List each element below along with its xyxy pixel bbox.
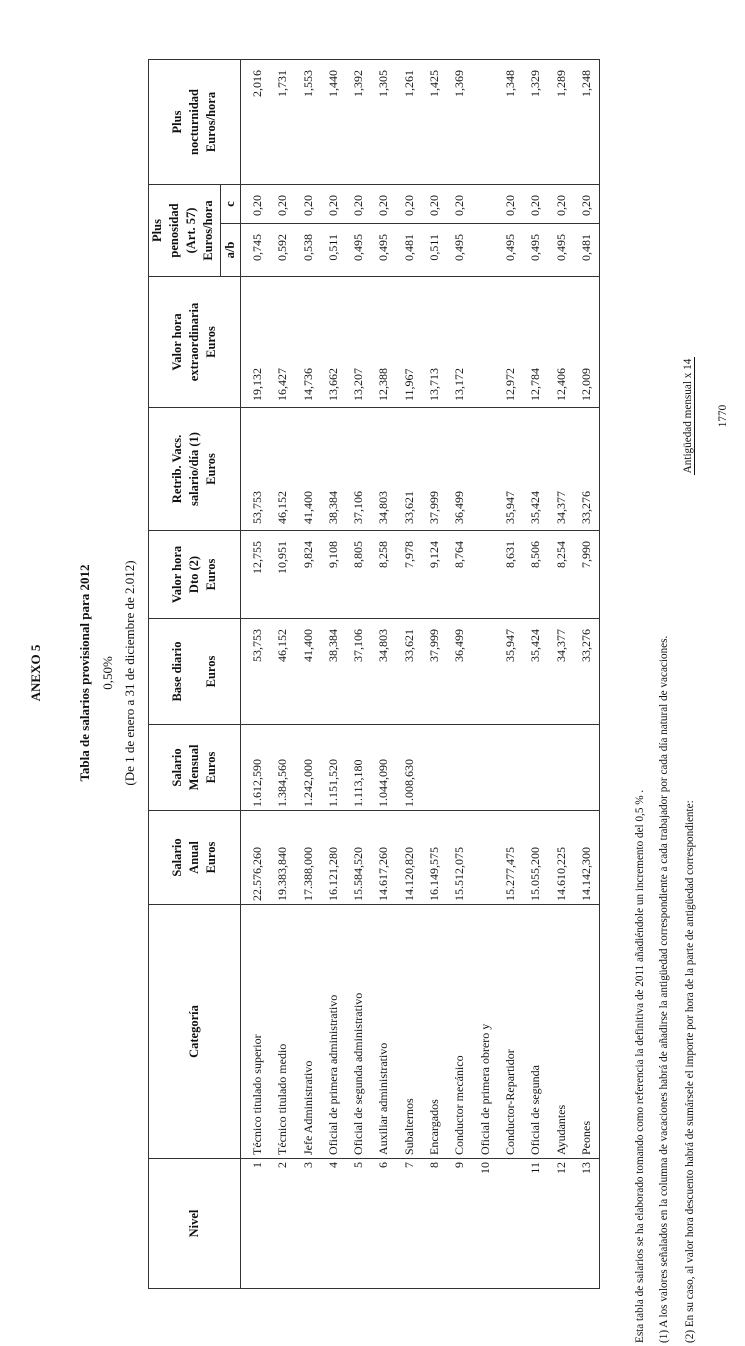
ab-cell: 0,511: [427, 234, 442, 261]
categoria-column: [241, 905, 600, 1159]
dto-cell: 9,108: [325, 541, 340, 568]
nivel-cell: 12: [553, 1162, 568, 1174]
salario-anual-column: [241, 811, 600, 905]
note-reference: Esta tabla de salarios se ha elaborado tomando como referencia la definitiva de 2011 añadiéndole un incremento del 0,5 % .: [634, 789, 646, 1343]
ab-cell: 0,495: [502, 234, 517, 261]
note-vacaciones: (1) A los valores señalados en la columna de vacaciones habrá de añadirse la antigüedad correspondiente a cada trabajador por cada día natural de vacaciones.: [658, 635, 670, 1343]
noct-cell: 1,348: [502, 70, 517, 97]
categoria-cell: Oficial de primera obrero y: [477, 1023, 492, 1155]
noct-cell: 1,440: [325, 70, 340, 97]
col-header-plus-c: c: [221, 185, 241, 224]
diario-cell: 38,384: [325, 629, 340, 662]
noct-cell: 1,261: [401, 70, 416, 97]
mensual-cell: [574, 728, 599, 807]
c-cell: 0,20: [553, 195, 568, 216]
mensual-cell: 1.113,180: [351, 759, 366, 807]
nivel-cell: 6: [376, 1162, 391, 1168]
categoria-cell: Auxiliar administrativo: [376, 1042, 391, 1155]
diario-cell: 35,947: [502, 629, 517, 662]
categoria-cell: Jefe Administrativo: [300, 1060, 315, 1155]
note-valor-hora: (2) En su caso, al valor hora descuento habrá de sumársele el importe por hora de la parte de antigüedad correspondiente:: [684, 800, 696, 1343]
col-header-valor-hora-dto: Valor hora Dto (2) Euros: [149, 531, 241, 619]
base-diario-column: [241, 619, 600, 725]
nivel-cell: 4: [325, 1162, 340, 1168]
ab-cell: 0,538: [300, 234, 315, 261]
col-header-base-diario: Base diario Euros: [149, 619, 241, 725]
dto-cell: 9,824: [300, 541, 315, 568]
noct-cell: 1,731: [275, 70, 290, 97]
anual-cell: 19.383,840: [275, 847, 290, 901]
diario-cell: 35,424: [528, 629, 543, 662]
noct-cell: 1,305: [376, 70, 391, 97]
diario-cell: 46,152: [275, 629, 290, 662]
period-label: (De 1 de enero a 31 de diciembre de 2.012): [122, 560, 137, 786]
anual-cell: 15.512,075: [452, 847, 467, 901]
c-cell: 0,20: [528, 195, 543, 216]
formula-numerator: Antigüedad mensual x 14: [682, 358, 694, 474]
anual-cell: 15.055,200: [528, 847, 543, 901]
c-cell: 0,20: [275, 195, 290, 216]
vacs-cell: 37,106: [351, 491, 366, 524]
spacer: [473, 195, 498, 220]
c-cell: 0,20: [401, 195, 416, 216]
c-cell: 0,20: [376, 195, 391, 216]
extra-cell: 19,132: [250, 368, 264, 401]
dto-cell: 10,951: [275, 541, 290, 574]
categoria-cell: Subalternos: [401, 1098, 416, 1155]
noct-cell: 1,289: [553, 70, 568, 97]
c-cell: 0,20: [452, 195, 467, 216]
ab-cell: 0,511: [325, 234, 340, 261]
extra-cell: 12,406: [553, 368, 568, 401]
diario-cell: 37,106: [351, 629, 366, 662]
vacs-cell: 38,384: [325, 491, 340, 524]
mensual-cell: [498, 728, 523, 807]
nivel-cell: 3: [300, 1162, 315, 1168]
diario-cell: 41,400: [300, 629, 315, 662]
anual-cell: 17.388,000: [300, 847, 315, 901]
valor-hora-extra-column: [241, 277, 600, 408]
categoria-cell: Técnico titulado medio: [275, 1043, 290, 1155]
nivel-cell: 5: [351, 1162, 366, 1168]
dto-cell: 7,978: [401, 541, 416, 568]
categoria-cell: Oficial de primera administrativo: [325, 994, 340, 1155]
extra-cell: 13,713: [427, 368, 442, 401]
categoria-cell: Conductor mecánico: [452, 1055, 467, 1155]
annex-title: ANEXO 5: [28, 644, 43, 702]
spacer: [473, 728, 498, 807]
noct-cell: 1,248: [578, 70, 593, 97]
dto-cell: 8,258: [376, 541, 391, 568]
c-cell: 0,20: [578, 195, 593, 216]
diario-cell: 34,377: [553, 629, 568, 662]
spacer: [498, 1162, 523, 1285]
ab-cell: 0,592: [275, 234, 290, 261]
diario-cell: 34,803: [376, 629, 391, 662]
plus-c-column: [241, 185, 600, 224]
col-header-retrib-vacs: Retrib. Vacs. salario/día (1) Euros: [149, 408, 241, 531]
mensual-cell: 1.151,520: [325, 759, 340, 807]
spacer: [473, 234, 498, 273]
anual-cell: 14.617,260: [376, 847, 391, 901]
dto-cell: 8,631: [502, 541, 517, 568]
dto-cell: 8,764: [452, 541, 467, 568]
extra-cell: 12,784: [528, 368, 543, 401]
extra-cell: 16,427: [275, 368, 290, 401]
extra-cell: 11,967: [401, 368, 416, 401]
nivel-cell: 11: [528, 1162, 543, 1174]
vacs-cell: 41,400: [300, 491, 315, 524]
anual-cell: 16.149,575: [427, 847, 442, 901]
vacs-cell: 37,999: [427, 491, 442, 524]
mensual-cell: 1.242,000: [300, 759, 315, 807]
mensual-cell: 1.384,560: [275, 759, 290, 807]
spacer: [473, 411, 498, 524]
categoria-cell: Conductor-Repartidor: [502, 1049, 517, 1155]
col-header-plus-nocturnidad: Plus nocturnidad Euros/hora: [149, 60, 241, 185]
col-header-plus-ab: a/b: [221, 224, 241, 277]
categoria-cell: Encargados: [427, 1099, 442, 1155]
anual-cell: 22.576,260: [250, 847, 264, 901]
anual-cell: 14.610,225: [553, 847, 568, 901]
c-cell: 0,20: [250, 195, 264, 216]
noct-cell: 1,553: [300, 70, 315, 97]
vacs-cell: 33,276: [578, 491, 593, 524]
plus-nocturnidad-column: [241, 60, 600, 185]
col-header-nivel: Nivel: [149, 1159, 241, 1289]
noct-cell: 1,369: [452, 70, 467, 97]
spacer: [473, 280, 498, 401]
nivel-cell: 9: [452, 1162, 467, 1168]
vacs-cell: 33,621: [401, 491, 416, 524]
nivel-cell: 7: [401, 1162, 416, 1168]
retrib-vacs-column: [241, 408, 600, 531]
spacer: [473, 814, 498, 901]
extra-cell: 13,662: [325, 368, 340, 401]
extra-cell: 13,172: [452, 368, 467, 401]
diario-cell: 37,999: [427, 629, 442, 662]
c-cell: 0,20: [502, 195, 517, 216]
categoria-cell: Ayudantes: [553, 1104, 568, 1155]
vacs-cell: 34,803: [376, 491, 391, 524]
dto-cell: 8,805: [351, 541, 366, 568]
c-cell: 0,20: [300, 195, 315, 216]
anual-cell: 15.277,475: [502, 847, 517, 901]
ab-cell: 0,495: [452, 234, 467, 261]
dto-cell: 12,755: [250, 541, 264, 574]
vacs-cell: 35,947: [502, 491, 517, 524]
anual-cell: 14.142,300: [578, 847, 593, 901]
ab-cell: 0,481: [578, 234, 593, 261]
diario-cell: 36,499: [452, 629, 467, 662]
noct-cell: 1,392: [351, 70, 366, 97]
nivel-cell: 2: [275, 1162, 290, 1168]
c-cell: 0,20: [351, 195, 366, 216]
ab-cell: 0,495: [553, 234, 568, 261]
ab-cell: 0,495: [528, 234, 543, 261]
col-header-plus-penosidad: Plus penosidad (Art. 57) Euros/hora: [149, 185, 221, 277]
spacer: [473, 70, 498, 181]
ab-cell: 0,495: [376, 234, 391, 261]
mensual-cell: [422, 728, 447, 807]
nivel-cell: 10: [477, 1162, 492, 1174]
mensual-cell: [523, 728, 548, 807]
vacs-cell: 46,152: [275, 491, 290, 524]
extra-cell: 14,736: [300, 368, 315, 401]
increment-percent: 0,50%: [100, 656, 115, 690]
diario-cell: 33,621: [401, 629, 416, 662]
categoria-cell: Oficial de segunda administrativo: [351, 992, 366, 1155]
categoria-cell: Oficial de segunda: [528, 1065, 543, 1155]
ab-cell: 0,495: [351, 234, 366, 261]
mensual-cell: 1.008,630: [401, 759, 416, 807]
diario-cell: 33,276: [578, 629, 593, 662]
valor-hora-dto-column: [241, 531, 600, 619]
anual-cell: 15.584,520: [351, 847, 366, 901]
mensual-cell: [447, 728, 472, 807]
anual-cell: 14.120,820: [401, 847, 416, 901]
dto-cell: 8,254: [553, 541, 568, 568]
noct-cell: 2,016: [250, 70, 264, 97]
vacs-cell: 34,377: [553, 491, 568, 524]
extra-cell: 13,207: [351, 368, 366, 401]
col-header-salario-anual: Salario Anual Euros: [149, 811, 241, 905]
extra-cell: 12,972: [502, 368, 517, 401]
ab-cell: 0,745: [250, 234, 264, 261]
plus-ab-column: [241, 224, 600, 277]
vacs-cell: 35,424: [528, 491, 543, 524]
c-cell: 0,20: [325, 195, 340, 216]
noct-cell: 1,329: [528, 70, 543, 97]
nivel-cell: 13: [578, 1162, 593, 1174]
extra-cell: 12,388: [376, 368, 391, 401]
col-header-categoria: Categoría: [149, 905, 241, 1159]
nivel-cell: 8: [427, 1162, 442, 1168]
vacs-cell: 36,499: [452, 491, 467, 524]
antiguedad-formula: [682, 316, 729, 516]
nivel-column: [241, 1159, 600, 1289]
dto-cell: 9,124: [427, 541, 442, 568]
categoria-cell: Peones: [578, 1121, 593, 1155]
mensual-cell: 1.044,090: [376, 759, 391, 807]
categoria-cell: Técnico titulado superior: [250, 1034, 264, 1155]
extra-cell: 12,009: [578, 368, 593, 401]
col-header-salario-mensual: Salario Mensual Euros: [149, 725, 241, 811]
mensual-cell: [549, 728, 574, 807]
formula-denominator: 1770: [717, 404, 729, 428]
mensual-cell: 1.612,590: [250, 759, 264, 807]
dto-cell: 7,990: [578, 541, 593, 568]
nivel-cell: 1: [250, 1162, 264, 1168]
col-header-valor-hora-extra: Valor hora extraordinaria Euros: [149, 277, 241, 408]
c-cell: 0,20: [427, 195, 442, 216]
anual-cell: 16.121,280: [325, 847, 340, 901]
diario-cell: 53,753: [250, 629, 264, 662]
ab-cell: 0,481: [401, 234, 416, 261]
spacer: [473, 629, 498, 721]
salario-mensual-column: [241, 725, 600, 811]
spacer: [473, 541, 498, 615]
table-subtitle: Tabla de salarios provisional para 2012: [77, 564, 92, 782]
noct-cell: 1,425: [427, 70, 442, 97]
salary-table: [148, 59, 600, 1289]
dto-cell: 8,506: [528, 541, 543, 568]
vacs-cell: 53,753: [250, 491, 264, 524]
